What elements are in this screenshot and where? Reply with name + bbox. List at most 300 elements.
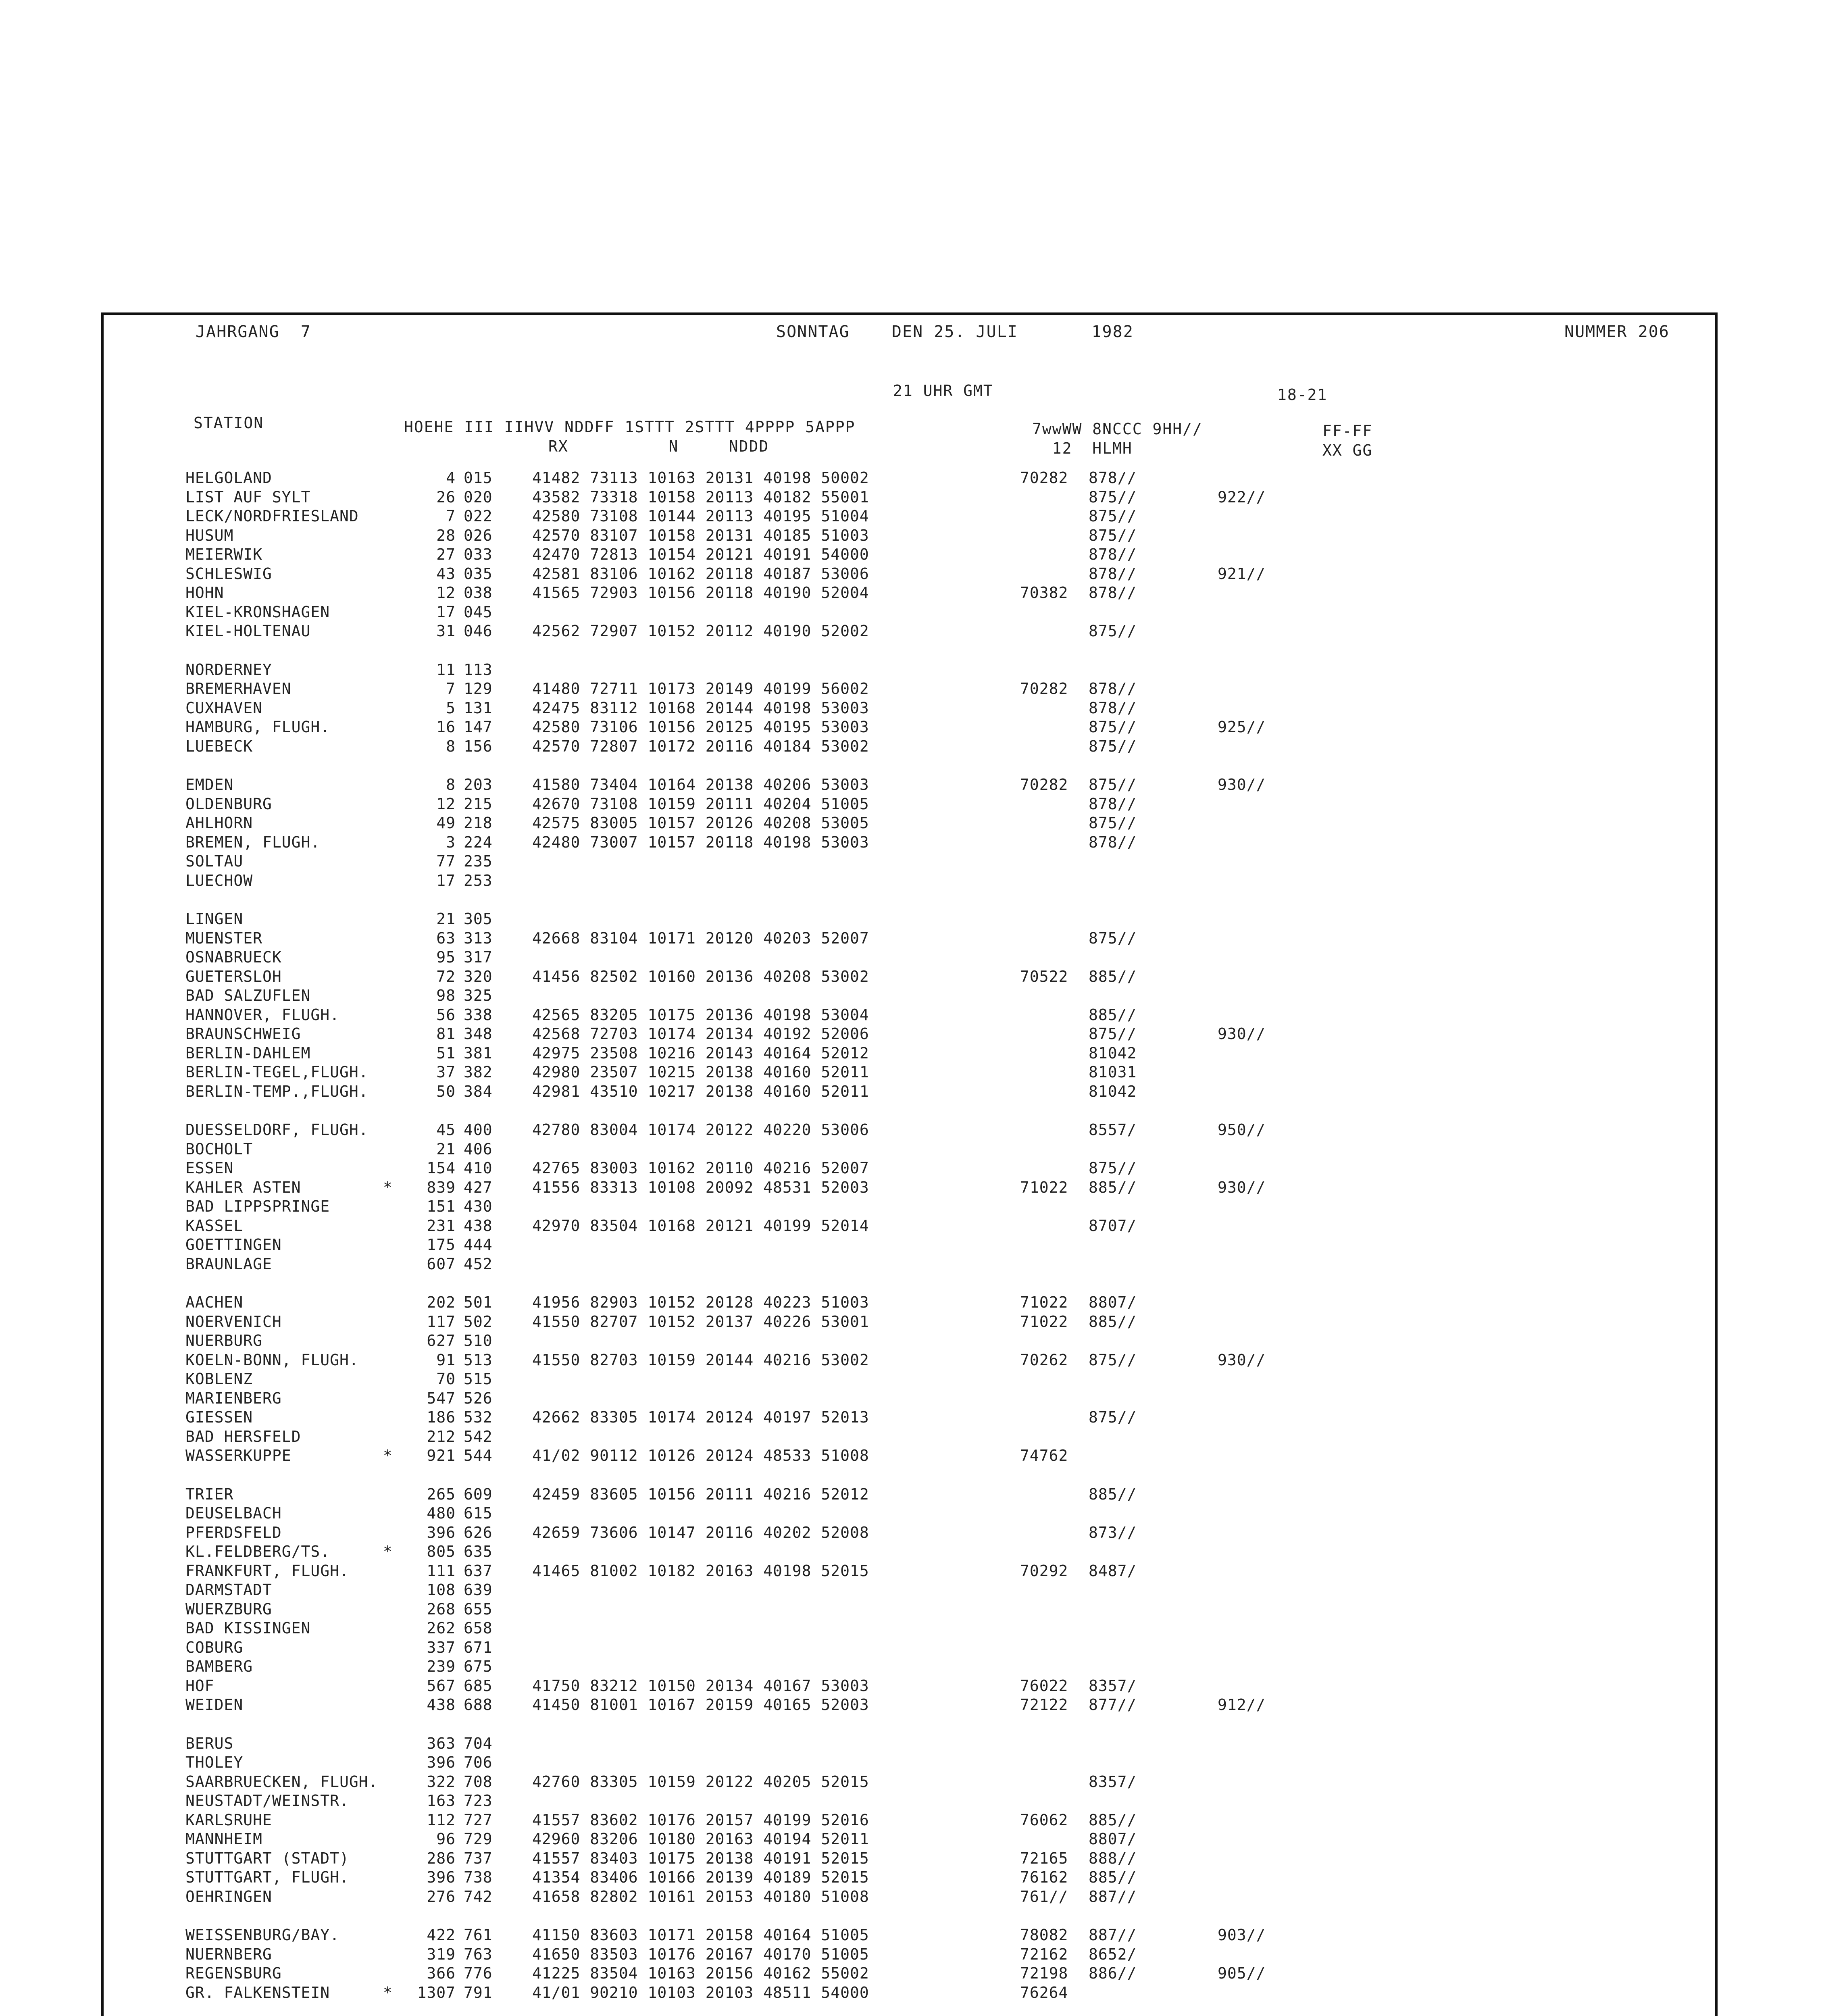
station-index: 381	[464, 1044, 493, 1062]
synop-groups: 42668 83104 10171 20120 40203 52007	[532, 929, 869, 947]
station-name: KOELN-BONN, FLUGH.	[185, 1351, 359, 1369]
elevation: 322	[427, 1772, 456, 1791]
elevation: 63	[436, 929, 456, 947]
cloud-group: 878//	[1089, 833, 1137, 851]
elevation: 21	[436, 910, 456, 928]
elevation: 56	[436, 1006, 456, 1024]
station-index: 763	[464, 1945, 493, 1963]
elevation: 438	[427, 1696, 456, 1714]
elevation: 319	[427, 1945, 456, 1963]
extra-group: 903//	[1218, 1926, 1266, 1944]
synop-groups: 42981 43510 10217 20138 40160 52011	[532, 1082, 869, 1100]
elevation: 81	[436, 1025, 456, 1043]
elevation: 175	[427, 1236, 456, 1254]
synop-groups: 41956 82903 10152 20128 40223 51003	[532, 1293, 869, 1311]
mountain-marker: *	[383, 1983, 393, 2001]
station-name: HANNOVER, FLUGH.	[185, 1006, 340, 1024]
elevation: 8	[446, 737, 456, 755]
synop-groups: 41557 83403 10175 20138 40191 52015	[532, 1849, 869, 1867]
station-index: 338	[464, 1006, 493, 1024]
cloud-group: 887//	[1089, 1926, 1137, 1944]
weather-group: 76022	[1020, 1677, 1068, 1695]
cloud-group: 8487/	[1089, 1562, 1137, 1580]
synop-groups: 42765 83003 10162 20110 40216 52007	[532, 1159, 869, 1177]
weather-group: 76062	[1020, 1811, 1068, 1829]
station-name: KIEL-KRONSHAGEN	[185, 603, 330, 621]
elevation: 262	[427, 1619, 456, 1637]
station-name: WASSERKUPPE	[185, 1447, 292, 1464]
synop-groups: 41465 81002 10182 20163 40198 52015	[532, 1562, 869, 1580]
cloud-group: 875//	[1089, 929, 1137, 947]
cloud-group: 885//	[1089, 967, 1137, 985]
synop-groups: 42568 72703 10174 20134 40192 52006	[532, 1025, 869, 1043]
station-name: AHLHORN	[185, 814, 253, 832]
cloud-group: 8652/	[1089, 1945, 1137, 1963]
elevation: 98	[436, 987, 456, 1004]
issue-number: NUMMER 206	[1564, 323, 1670, 341]
synop-groups: 42470 72813 10154 20121 40191 54000	[532, 546, 869, 563]
station-name: MUENSTER	[185, 929, 263, 947]
cloud-group: 875//	[1089, 1351, 1137, 1369]
weather-group: 761//	[1020, 1887, 1068, 1906]
synop-groups: 41658 82802 10161 20153 40180 51008	[532, 1887, 869, 1906]
elevation: 5	[446, 699, 456, 717]
station-name: DUESSELDORF, FLUGH.	[185, 1121, 369, 1139]
station-name: THOLEY	[185, 1754, 244, 1771]
station-index: 655	[464, 1600, 493, 1618]
cloud-group: 875//	[1089, 1025, 1137, 1043]
elevation: 77	[436, 852, 456, 870]
cloud-group: 885//	[1089, 1868, 1137, 1886]
station-index: 438	[464, 1216, 493, 1235]
station-name: KIEL-HOLTENAU	[185, 622, 311, 640]
weather-group: 71022	[1020, 1178, 1068, 1196]
synop-groups: 42975 23508 10216 20143 40164 52012	[532, 1044, 869, 1062]
station-name: HAMBURG, FLUGH.	[185, 718, 330, 736]
synop-groups: 41/01 90210 10103 20103 48511 54000	[532, 1983, 869, 2001]
elevation: 17	[436, 603, 456, 621]
extra-group: 912//	[1218, 1696, 1266, 1714]
weather-group: 78082	[1020, 1926, 1068, 1944]
cloud-group: 878//	[1089, 564, 1137, 583]
synop-groups: 41550 82707 10152 20137 40226 53001	[532, 1312, 869, 1331]
synop-groups: 41354 83406 10166 20139 40189 52015	[532, 1868, 869, 1886]
station-index: 033	[464, 546, 493, 563]
elevation: 396	[427, 1754, 456, 1771]
elevation: 37	[436, 1063, 456, 1081]
station-index: 609	[464, 1485, 493, 1503]
elevation: 363	[427, 1734, 456, 1752]
station-index: 791	[464, 1983, 493, 2001]
station-name: HOF	[185, 1677, 214, 1695]
station-index: 637	[464, 1562, 493, 1580]
synop-groups: 41750 83212 10150 20134 40167 53003	[532, 1677, 869, 1695]
station-index: 737	[464, 1849, 493, 1867]
station-name: BAD HERSFELD	[185, 1427, 301, 1445]
station-index: 325	[464, 987, 493, 1004]
cloud-group: 8357/	[1089, 1772, 1137, 1791]
station-index: 020	[464, 488, 493, 506]
station-name: BERLIN-TEGEL,FLUGH.	[185, 1063, 369, 1081]
weather-group: 72122	[1020, 1696, 1068, 1714]
station-index: 320	[464, 967, 493, 985]
elevation: 607	[427, 1255, 456, 1273]
elevation: 839	[427, 1178, 456, 1196]
weather-group: 72165	[1020, 1849, 1068, 1867]
station-name: TRIER	[185, 1485, 234, 1503]
cloud-group: 875//	[1089, 718, 1137, 736]
station-index: 410	[464, 1159, 493, 1177]
station-index: 708	[464, 1772, 493, 1791]
extra-group: 905//	[1218, 1964, 1266, 1982]
station-index: 035	[464, 564, 493, 583]
elevation: 11	[436, 660, 456, 679]
synop-groups: 41150 83603 10171 20158 40164 51005	[532, 1926, 869, 1944]
elevation: 7	[446, 680, 456, 698]
station-index: 400	[464, 1121, 493, 1139]
station-name: LIST AUF SYLT	[185, 488, 311, 506]
station-name: KAHLER ASTEN	[185, 1178, 301, 1196]
station-name: HUSUM	[185, 526, 234, 544]
station-index: 026	[464, 526, 493, 544]
synop-groups: 42575 83005 10157 20126 40208 53005	[532, 814, 869, 832]
station-index: 147	[464, 718, 493, 736]
cloud-group: 887//	[1089, 1887, 1137, 1906]
station-name: BOCHOLT	[185, 1140, 253, 1158]
mountain-marker: *	[383, 1447, 393, 1464]
station-name: MEIERWIK	[185, 546, 263, 563]
elevation: 1307	[417, 1983, 456, 2001]
elevation: 286	[427, 1849, 456, 1867]
station-index: 038	[464, 584, 493, 602]
weather-group: 70282	[1020, 776, 1068, 793]
cloud-group: 8557/	[1089, 1121, 1137, 1139]
elevation: 108	[427, 1581, 456, 1599]
elevation: 396	[427, 1868, 456, 1886]
synop-groups: 41450 81001 10167 20159 40165 52003	[532, 1696, 869, 1714]
elevation: 72	[436, 967, 456, 985]
weather-group: 76264	[1020, 1983, 1068, 2001]
station-index: 532	[464, 1408, 493, 1426]
station-name: BAD LIPPSPRINGE	[185, 1198, 330, 1215]
station-index: 253	[464, 871, 493, 889]
station-index: 313	[464, 929, 493, 947]
elevation: 45	[436, 1121, 456, 1139]
elevation: 17	[436, 871, 456, 889]
station-name: LUECHOW	[185, 871, 253, 889]
cloud-group: 873//	[1089, 1523, 1137, 1541]
synop-groups: 42580 73108 10144 20113 40195 51004	[532, 507, 869, 525]
station-name: WUERZBURG	[185, 1600, 272, 1618]
synop-groups: 41482 73113 10163 20131 40198 50002	[532, 469, 869, 487]
elevation: 268	[427, 1600, 456, 1618]
station-name: BERUS	[185, 1734, 234, 1752]
elevation: 26	[436, 488, 456, 506]
station-index: 704	[464, 1734, 493, 1752]
station-name: NOERVENICH	[185, 1312, 282, 1331]
weather-group: 76162	[1020, 1868, 1068, 1886]
station-index: 738	[464, 1868, 493, 1886]
station-index: 635	[464, 1543, 493, 1560]
elevation: 16	[436, 718, 456, 736]
synop-groups: 42780 83004 10174 20122 40220 53006	[532, 1121, 869, 1139]
synop-groups: 42565 83205 10175 20136 40198 53004	[532, 1006, 869, 1024]
elevation: 70	[436, 1370, 456, 1388]
station-index: 384	[464, 1082, 493, 1100]
station-index: 510	[464, 1332, 493, 1350]
elevation: 43	[436, 564, 456, 583]
station-name: LECK/NORDFRIESLAND	[185, 507, 359, 525]
volume-label: JAHRGANG 7	[196, 323, 311, 341]
station-name: BREMEN, FLUGH.	[185, 833, 321, 851]
cloud-group: 875//	[1089, 526, 1137, 544]
station-name: NORDERNEY	[185, 660, 272, 679]
station-index: 615	[464, 1504, 493, 1522]
station-name: SCHLESWIG	[185, 564, 272, 583]
group7-header: 7wwWW 8NCCC 9HH//	[1032, 420, 1203, 438]
station-index: 203	[464, 776, 493, 793]
station-index: 046	[464, 622, 493, 640]
station-index: 348	[464, 1025, 493, 1043]
synop-groups: 42580 73106 10156 20125 40195 53003	[532, 718, 869, 736]
elevation: 95	[436, 948, 456, 966]
station-index: 218	[464, 814, 493, 832]
station-name: GIESSEN	[185, 1408, 253, 1426]
station-name: NEUSTADT/WEINSTR.	[185, 1792, 349, 1810]
elevation: 21	[436, 1140, 456, 1158]
elevation: 547	[427, 1389, 456, 1407]
station-name: BRAUNSCHWEIG	[185, 1025, 301, 1043]
cloud-group: 81042	[1089, 1044, 1137, 1062]
station-index: 626	[464, 1523, 493, 1541]
station-index: 776	[464, 1964, 493, 1982]
station-name: HELGOLAND	[185, 469, 272, 487]
synop-groups: 42670 73108 10159 20111 40204 51005	[532, 795, 869, 813]
station-index: 113	[464, 660, 493, 679]
extra-group: 930//	[1218, 1025, 1266, 1043]
cloud-group: 877//	[1089, 1696, 1137, 1714]
code-column-subheaders: RX N NDDD	[548, 437, 769, 455]
extra-group: 930//	[1218, 1178, 1266, 1196]
cloud-group: 878//	[1089, 546, 1137, 563]
observation-time: 21 UHR GMT	[893, 382, 993, 400]
station-index: 224	[464, 833, 493, 851]
elevation: 50	[436, 1082, 456, 1100]
elevation: 186	[427, 1408, 456, 1426]
elevation: 239	[427, 1658, 456, 1675]
cloud-group: 8357/	[1089, 1677, 1137, 1695]
weather-group: 71022	[1020, 1312, 1068, 1331]
elevation: 921	[427, 1447, 456, 1464]
station-name: BERLIN-DAHLEM	[185, 1044, 311, 1062]
station-name: STUTTGART, FLUGH.	[185, 1868, 349, 1886]
synop-groups: 42980 23507 10215 20138 40160 52011	[532, 1063, 869, 1081]
elevation: 27	[436, 546, 456, 563]
cloud-group: 878//	[1089, 680, 1137, 698]
elevation: 231	[427, 1216, 456, 1235]
station-name: HOHN	[185, 584, 224, 602]
cloud-group: 878//	[1089, 469, 1137, 487]
synop-groups: 41580 73404 10164 20138 40206 53003	[532, 776, 869, 793]
station-name: AACHEN	[185, 1293, 244, 1311]
station-index: 317	[464, 948, 493, 966]
elevation: 91	[436, 1351, 456, 1369]
elevation: 202	[427, 1293, 456, 1311]
station-index: 685	[464, 1677, 493, 1695]
station-index: 045	[464, 603, 493, 621]
extra-group: 922//	[1218, 488, 1266, 506]
synop-groups: 41565 72903 10156 20118 40190 52004	[532, 584, 869, 602]
cloud-group: 875//	[1089, 1408, 1137, 1426]
synop-groups: 43582 73318 10158 20113 40182 55001	[532, 488, 869, 506]
cloud-group: 875//	[1089, 1159, 1137, 1177]
synop-groups: 41/02 90112 10126 20124 48533 51008	[532, 1447, 869, 1464]
station-name: SOLTAU	[185, 852, 244, 870]
extra-group: 930//	[1218, 1351, 1266, 1369]
station-name: ESSEN	[185, 1159, 234, 1177]
weather-group: 70292	[1020, 1562, 1068, 1580]
station-index: 215	[464, 795, 493, 813]
station-name: KASSEL	[185, 1216, 244, 1235]
xx-header: XX GG	[1322, 442, 1373, 459]
station-name: DARMSTADT	[185, 1581, 272, 1599]
synop-groups: 41557 83602 10176 20157 40199 52016	[532, 1811, 869, 1829]
weather-group: 74762	[1020, 1447, 1068, 1464]
station-index: 501	[464, 1293, 493, 1311]
time-range: 18-21	[1277, 386, 1328, 404]
station-name: KOBLENZ	[185, 1370, 253, 1388]
station-index: 430	[464, 1198, 493, 1215]
elevation: 31	[436, 622, 456, 640]
station-name: BAMBERG	[185, 1658, 253, 1675]
cloud-group: 878//	[1089, 699, 1137, 717]
station-index: 729	[464, 1830, 493, 1848]
elevation: 366	[427, 1964, 456, 1982]
elevation: 8	[446, 776, 456, 793]
station-name: CUXHAVEN	[185, 699, 263, 717]
synop-groups: 42659 73606 10147 20116 40202 52008	[532, 1523, 869, 1541]
synop-groups: 41556 83313 10108 20092 48531 52003	[532, 1178, 869, 1196]
station-name: WEIDEN	[185, 1696, 244, 1714]
station-name: REGENSBURG	[185, 1964, 282, 1982]
elevation: 96	[436, 1830, 456, 1848]
station-index: 502	[464, 1312, 493, 1331]
station-index: 688	[464, 1696, 493, 1714]
cloud-group: 875//	[1089, 507, 1137, 525]
synop-groups: 42562 72907 10152 20112 40190 52002	[532, 622, 869, 640]
cloud-group: 885//	[1089, 1178, 1137, 1196]
elevation: 396	[427, 1523, 456, 1541]
mountain-marker: *	[383, 1178, 393, 1196]
station-index: 742	[464, 1887, 493, 1906]
station-name: OSNABRUECK	[185, 948, 282, 966]
weather-group: 72198	[1020, 1964, 1068, 1982]
weather-group: 71022	[1020, 1293, 1068, 1311]
station-index: 131	[464, 699, 493, 717]
station-name: BREMERHAVEN	[185, 680, 292, 698]
elevation: 567	[427, 1677, 456, 1695]
station-index: 761	[464, 1926, 493, 1944]
station-name: OEHRINGEN	[185, 1887, 272, 1906]
station-index: 723	[464, 1792, 493, 1810]
cloud-group: 885//	[1089, 1312, 1137, 1331]
station-index: 305	[464, 910, 493, 928]
cloud-group: 8807/	[1089, 1830, 1137, 1848]
station-index: 639	[464, 1581, 493, 1599]
station-index: 513	[464, 1351, 493, 1369]
station-name: GR. FALKENSTEIN	[185, 1983, 330, 2001]
elevation: 154	[427, 1159, 456, 1177]
synop-groups: 42480 73007 10157 20118 40198 53003	[532, 833, 869, 851]
date-label: SONNTAG DEN 25. JULI 1982	[776, 323, 1134, 341]
station-name: GOETTINGEN	[185, 1236, 282, 1254]
elevation: 49	[436, 814, 456, 832]
synop-groups: 41650 83503 10176 20167 40170 51005	[532, 1945, 869, 1963]
station-name: EMDEN	[185, 776, 234, 793]
station-name: OLDENBURG	[185, 795, 272, 813]
station-name: MARIENBERG	[185, 1389, 282, 1407]
elevation: 151	[427, 1198, 456, 1215]
elevation: 212	[427, 1427, 456, 1445]
extra-group: 930//	[1218, 776, 1266, 793]
station-name: BAD KISSINGEN	[185, 1619, 311, 1637]
synop-groups: 42459 83605 10156 20111 40216 52012	[532, 1485, 869, 1503]
cloud-group: 875//	[1089, 737, 1137, 755]
synop-groups: 42662 83305 10174 20124 40197 52013	[532, 1408, 869, 1426]
elevation: 276	[427, 1887, 456, 1906]
station-name: KARLSRUHE	[185, 1811, 272, 1829]
elevation: 337	[427, 1638, 456, 1656]
station-name: MANNHEIM	[185, 1830, 263, 1848]
synop-groups: 42960 83206 10180 20163 40194 52011	[532, 1830, 869, 1848]
station-index: 444	[464, 1236, 493, 1254]
station-name: STUTTGART (STADT)	[185, 1849, 349, 1867]
station-index: 706	[464, 1754, 493, 1771]
cloud-group: 885//	[1089, 1006, 1137, 1024]
station-index: 544	[464, 1447, 493, 1464]
station-name: DEUSELBACH	[185, 1504, 282, 1522]
cloud-group: 886//	[1089, 1964, 1137, 1982]
station-name: NUERNBERG	[185, 1945, 272, 1963]
cloud-group: 81031	[1089, 1063, 1137, 1081]
cloud-group: 878//	[1089, 795, 1137, 813]
elevation: 28	[436, 526, 456, 544]
elevation: 117	[427, 1312, 456, 1331]
synop-groups: 42760 83305 10159 20122 40205 52015	[532, 1772, 869, 1791]
station-name: LUEBECK	[185, 737, 253, 755]
station-index: 526	[464, 1389, 493, 1407]
weather-group: 70282	[1020, 469, 1068, 487]
station-name: WEISSENBURG/BAY.	[185, 1926, 340, 1944]
elevation: 12	[436, 584, 456, 602]
station-index: 022	[464, 507, 493, 525]
elevation: 7	[446, 507, 456, 525]
synop-groups: 41480 72711 10173 20149 40199 56002	[532, 680, 869, 698]
extra-group: 925//	[1218, 718, 1266, 736]
cloud-group: 875//	[1089, 622, 1137, 640]
synop-groups: 42570 83107 10158 20131 40185 51003	[532, 526, 869, 544]
cloud-group: 8807/	[1089, 1293, 1137, 1311]
elevation: 12	[436, 795, 456, 813]
station-index: 156	[464, 737, 493, 755]
group7-subheader: 12 HLMH	[1032, 439, 1133, 457]
weather-group: 70262	[1020, 1351, 1068, 1369]
elevation: 805	[427, 1543, 456, 1560]
station-column-header: STATION	[194, 414, 264, 432]
station-name: SAARBRUECKEN, FLUGH.	[185, 1772, 378, 1791]
elevation: 111	[427, 1562, 456, 1580]
station-name: NUERBURG	[185, 1332, 263, 1350]
